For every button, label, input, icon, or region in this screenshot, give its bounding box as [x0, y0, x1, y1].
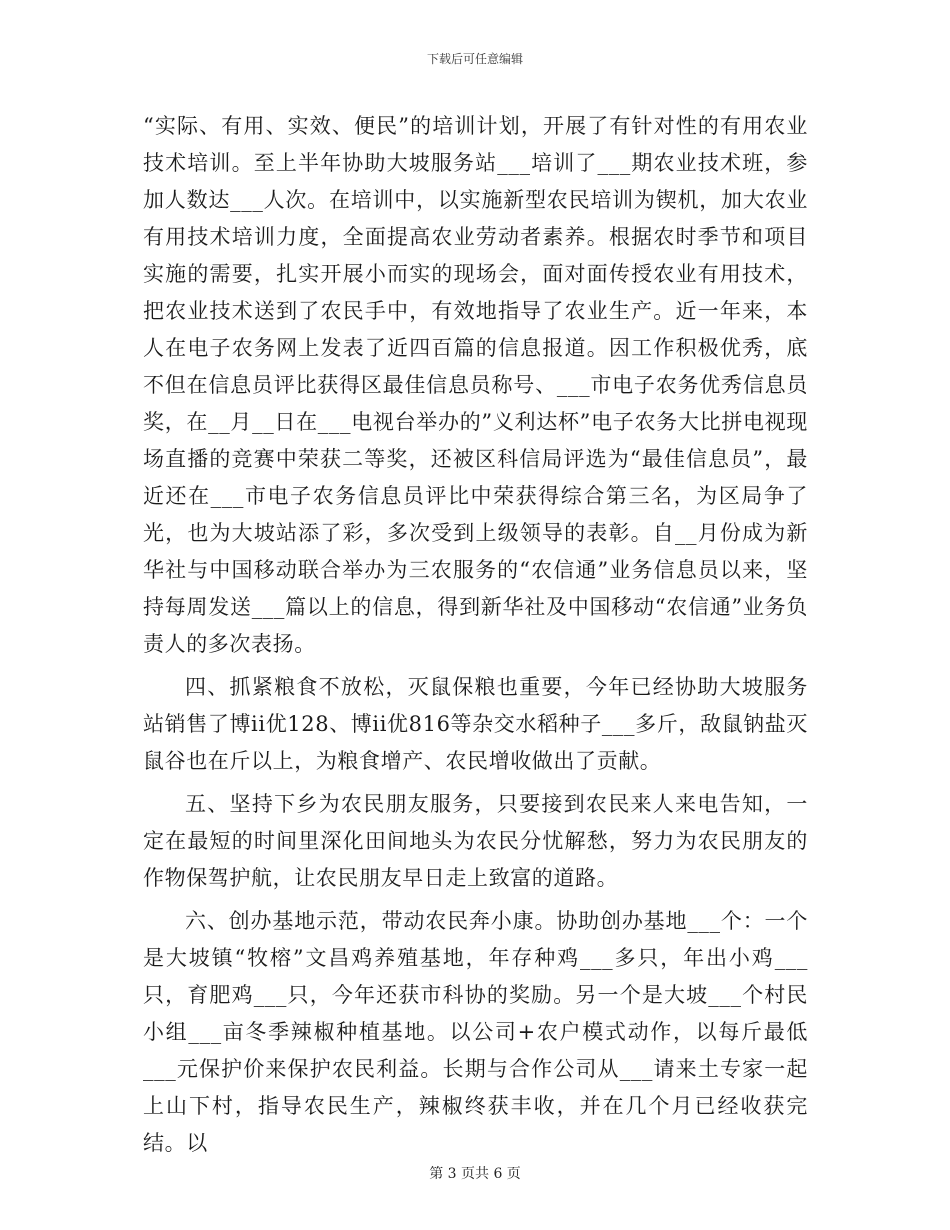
paragraph-section-four: 四、抓紧粮食不放松，灭鼠保粮也重要，今年已经协助大坡服务站销售了博ii优128、博ii优816等杂交水稻种子___多斤，敌鼠钠盐灭鼠谷也在斤以上，为粮食增产、农民增收做出了贡献。 — [143, 675, 808, 773]
page-header-note: 下载后可任意编辑 — [426, 52, 523, 66]
document-body — [143, 108, 808, 1162]
paragraph-section-five: 五、坚持下乡为农民朋友服务，只要接到农民来人来电告知，一定在最短的时间里深化田间地头为农民分忧解愁，努力为农民朋友的作物保驾护航，让农民朋友早日走上致富的道路。 — [143, 792, 808, 890]
page-number: 第 3 页共 6 页 — [429, 1166, 521, 1182]
paragraph-section-six: 六、创办基地示范，带动农民奔小康。协助创办基地___个：一个是大坡镇“牧榕”文昌鸡养殖基地，年存种鸡___多只，年出小鸡___只，育肥鸡___只，今年还获市科协的奖励。另一个是大坡___个村民小组___亩冬季辣椒种植基地。以公司+农户模式动作，以每斤最低___元保护价来保护农民利益。长期与合作公司从___请来土专家一起上山下村，指导农民生产，辣椒终获丰收，并在几个月已经收获完结。以 — [143, 909, 808, 1155]
paragraph-continuation: “实际、有用、实效、便民”的培训计划，开展了有针对性的有用农业技术培训。至上半年协助大坡服务站___培训了___期农业技术班，参加人数达___人次。在培训中，以实施新型农民培训为锲机，加大农业有用技术培训力度，全面提高农业劳动者素养。根据农时季节和项目实施的需要，扎实开展小而实的现场会，面对面传授农业有用技术，把农业技术送到了农民手中，有效地指导了农业生产。近一年来，本人在电子农务网上发表了近四百篇的信息报道。因工作积极优秀，底不但在信息员评比获得区最佳信息员称号、___市电子农务优秀信息员奖，在__月__日在___电视台举办的”义利达杯”电子农务大比拼电视现场直播的竞赛中荣获二等奖，还被区科信局评选为“最佳信息员”，最近还在___市电子农务信息员评比中荣获得综合第三名，为区局争了光，也为大坡站添了彩，多次受到上级领导的表彰。自__月份成为新华社与中国移动联合举办为三农服务的“农信通”业务信息员以来，坚持每周发送___篇以上的信息，得到新华社及中国移动“农信通”业务负责人的多次表扬。 — [143, 114, 808, 656]
